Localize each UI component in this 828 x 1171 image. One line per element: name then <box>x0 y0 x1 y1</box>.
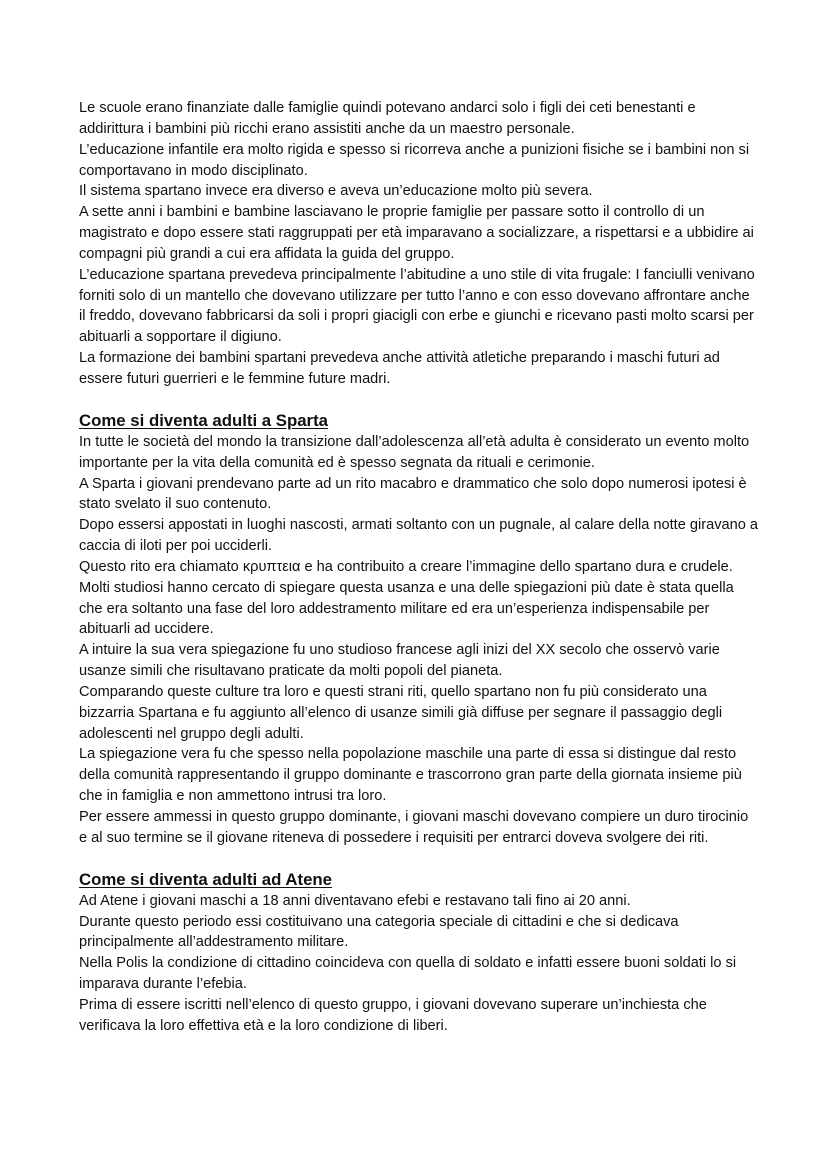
intro-paragraph: Le scuole erano finanziate dalle famiglie quindi potevano andarci solo i figli dei ceti benestanti e addirittura i bambini più ricchi erano assistiti anche da un maestro personale. <box>79 100 696 137</box>
atene-paragraph: Durante questo periodo essi costituivano una categoria speciale di cittadini e che si dedicava principalmente all’addestramento militare. <box>79 913 679 951</box>
intro-paragraph: L’educazione spartana prevedeva principalmente l’abitudine a uno stile di vita frugale: I fanciulli venivano forniti solo di un mantello che dovevano utilizzare per tutto l’anno e con esso dovevano affrontare anche il freddo, dovevano fabbricarsi da soli i propri giacigli con erbe e giunchi e ricevano pasti molto scarsi per abituarli a sopportare il digiuno. <box>79 266 755 346</box>
sparta-paragraph: Questo rito era chiamato κρυπτεια e ha contribuito a creare l’immagine dello spartano dura e crudele. <box>79 558 733 575</box>
sparta-paragraph: Dopo essersi appostati in luoghi nascosti, armati soltanto con un pugnale, al calare della notte giravano a caccia di iloti per poi ucciderli. <box>79 517 759 555</box>
sparta-section <box>79 410 759 849</box>
sparta-paragraph: Molti studiosi hanno cercato di spiegare questa usanza e una delle spiegazioni più date è stata quella che era soltanto una fase del loro addestramento militare ed era un’esperienza indispensabile per abituarli ad uccidere. <box>79 579 734 638</box>
sparta-heading: Come si diventa adulti a Sparta <box>79 410 328 430</box>
sparta-paragraph: A Sparta i giovani prendevano parte ad un rito macabro e drammatico che solo dopo numerosi ipotesi è stato svelato il suo contenuto. <box>79 475 747 513</box>
intro-section <box>79 98 759 390</box>
sparta-paragraph: La spiegazione vera fu che spesso nella popolazione maschile una parte di essa si distingue dal resto della comunità rappresentando il gruppo dominante e trascorrono gran parte della giornata insieme più che in famiglia e non ammettono intrusi tra loro. <box>79 746 742 805</box>
intro-paragraph: L’educazione infantile era molto rigida e spesso si ricorreva anche a punizioni fisiche se i bambini non si comportavano in modo disciplinato. <box>79 141 750 179</box>
atene-paragraph: Ad Atene i giovani maschi a 18 anni diventavano efebi e restavano tali fino ai 20 anni. <box>79 892 631 909</box>
sparta-paragraph: In tutte le società del mondo la transizione dall’adolescenza all’età adulta è considerato un evento molto importante per la vita della comunità ed è spesso segnata da rituali e cerimonie. <box>79 433 750 471</box>
sparta-paragraph: Per essere ammessi in questo gruppo dominante, i giovani maschi dovevano compiere un duro tirocinio e al suo termine se il giovane riteneva di possedere i requisiti per entrarci doveva svolgere dei riti. <box>79 809 749 846</box>
atene-paragraph: Prima di essere iscritti nell’elenco di questo gruppo, i giovani dovevano superare un’inchiesta che verificava la loro effettiva età e la loro condizione di liberi. <box>79 996 707 1034</box>
intro-paragraph: A sette anni i bambini e bambine lasciavano le proprie famiglie per passare sotto il controllo di un magistrato e dopo essere stati raggruppati per età imparavano a socializzare, a rispettarsi e a ubbidire ai compagni più grandi a cui era affidata la guida del gruppo. <box>79 204 754 262</box>
document-body <box>79 98 759 1037</box>
intro-paragraph: La formazione dei bambini spartani prevedeva anche attività atletiche preparando i maschi futuri ad essere futuri guerrieri e le femmine future madri. <box>79 350 720 387</box>
atene-heading: Come si diventa adulti ad Atene <box>79 869 333 889</box>
sparta-paragraph: Comparando queste culture tra loro e questi strani riti, quello spartano non fu più considerato una bizzarria Spartana e fu aggiunto all’elenco di usanze simili già diffuse per segnare il passaggio degli adolescenti nel gruppo degli adulti. <box>79 683 723 742</box>
atene-section <box>79 869 759 1037</box>
atene-paragraph: Nella Polis la condizione di cittadino coincideva con quella di soldato e infatti essere buoni soldati lo si imparava durante l’efebia. <box>79 955 737 993</box>
sparta-paragraph: A intuire la sua vera spiegazione fu uno studioso francese agli inizi del XX secolo che osservò varie usanze simili che risultavano praticate da molti popoli del pianeta. <box>79 642 720 680</box>
intro-paragraph: Il sistema spartano invece era diverso e aveva un’educazione molto più severa. <box>79 183 593 200</box>
